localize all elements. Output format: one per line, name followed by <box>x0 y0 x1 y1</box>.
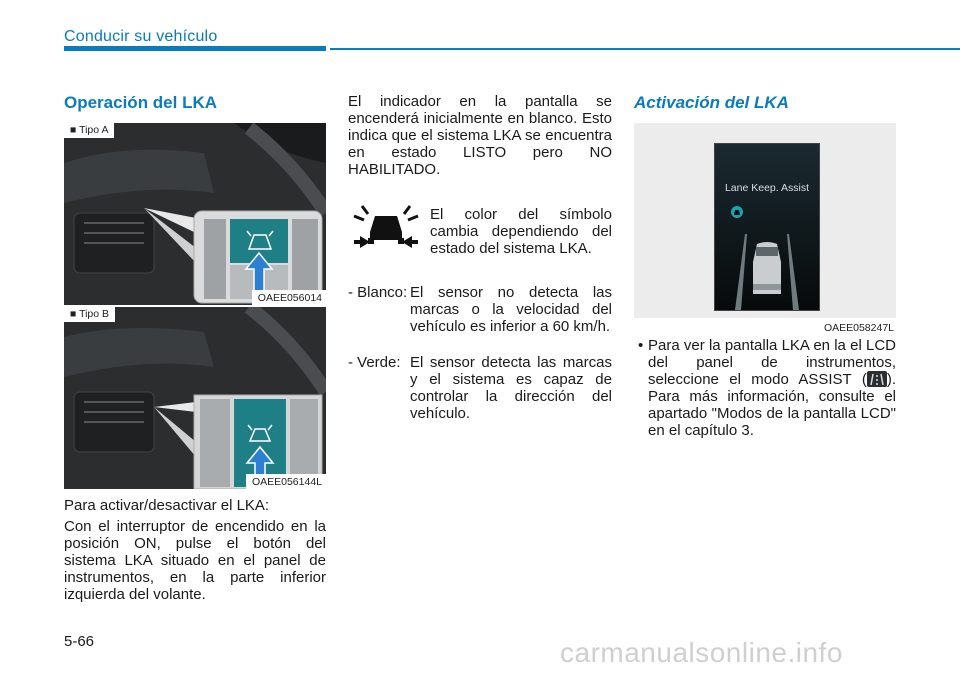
dashboard-switch-illustration-b <box>64 307 326 489</box>
bullet-dot: • <box>638 337 644 354</box>
header-bar-thick <box>64 46 326 51</box>
activate-instruction: Para activar/desactivar el LKA: <box>64 497 270 514</box>
photo-type-a <box>64 123 326 305</box>
lka-symbol-icon <box>348 202 424 254</box>
section-title: Conducir su vehículo <box>64 28 218 45</box>
dashboard-switch-illustration-a <box>64 123 326 305</box>
indicator-description: El indicador en la pantalla se encenderá inicialmente en blanco. Esto indica que el sistema LKA se encuentra en estado LISTO pero NO HABILITADO. <box>348 93 612 178</box>
green-description: El sensor detecta las marcas y el sistema es capaz de controlar la dirección del vehículo. <box>410 354 612 422</box>
header-bar-thin <box>330 48 960 50</box>
white-description: El sensor no detecta las marcas o la velocidad del vehículo es inferior a 60 km/h. <box>410 284 612 335</box>
assist-mode-icon <box>867 371 887 387</box>
green-term: - Verde: <box>348 354 401 371</box>
lcd-display-figure <box>634 123 896 334</box>
heading-lka-operation: Operación del LKA <box>64 93 218 112</box>
button-location-text: Con el interruptor de encendido en la posición ON, pulse el botón del sistema LKA situado en el panel de instrumentos, en la parte inferior izquierda del volante. <box>64 518 326 603</box>
bullet-text-part1: Para ver la pantalla LKA en la el LCD del panel de instrumentos, seleccione el modo ASSIST ( <box>648 337 896 388</box>
image-code-a: OAEE056014 <box>252 290 326 305</box>
lcd-title: Lane Keep. Assist <box>724 182 810 194</box>
green-state-definition <box>348 354 612 426</box>
lcd-screen <box>714 143 820 311</box>
photo-type-b <box>64 307 326 489</box>
white-state-definition <box>348 284 612 356</box>
bullet-text <box>648 337 896 439</box>
image-code-b: OAEE056144L <box>246 474 326 489</box>
type-b-label: ■ Tipo B <box>64 307 115 322</box>
symbol-color-note: El color del símbolo cambia dependiendo del estado del sistema LKA. <box>430 206 612 257</box>
heading-lka-activation: Activación del LKA <box>634 93 789 112</box>
watermark: carmanualsonline.info <box>560 637 843 668</box>
image-code-lcd: OAEE058247L <box>823 322 894 334</box>
bullet-text-part2: ). Para más información, consulte el apartado "Modos de la pantalla LCD" en el capítulo 3. <box>648 371 896 439</box>
page-number: 5-66 <box>64 633 95 650</box>
white-term: - Blanco: <box>348 284 408 301</box>
type-a-label: ■ Tipo A <box>64 123 114 138</box>
